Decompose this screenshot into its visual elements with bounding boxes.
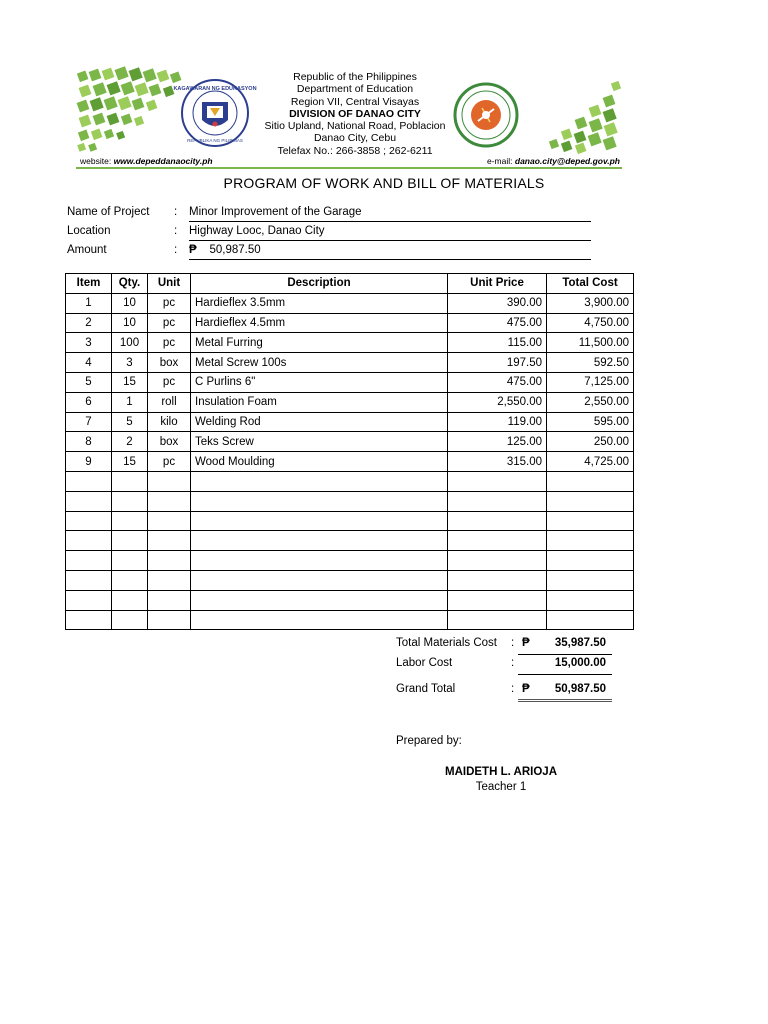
double-underline [518,699,612,702]
cell-qty [112,610,148,630]
cell-item [66,471,112,491]
deped-seal-icon [173,78,257,148]
cell-description: Metal Screw 100s [191,353,448,373]
colon: : [511,683,515,695]
cell-unit [148,590,191,610]
cell-qty [112,551,148,571]
cell-qty: 1 [112,392,148,412]
region-line: Region VII, Central Visayas [290,95,420,108]
cell-qty: 15 [112,452,148,472]
cell-unit-price [448,531,547,551]
cell-description [191,610,448,630]
cell-qty: 100 [112,333,148,353]
cell-unit-price: 115.00 [448,333,547,353]
cell-unit-price [448,590,547,610]
cell-unit-price [448,471,547,491]
cell-total-cost [547,551,634,571]
cell-unit: pc [148,452,191,472]
cell-item: 2 [66,313,112,333]
cell-item [66,491,112,511]
cell-description: Metal Furring [191,333,448,353]
table-row [66,452,634,472]
cell-item: 6 [66,392,112,412]
grand-total-value: 50,987.50 [554,683,606,695]
cell-qty: 3 [112,353,148,373]
cell-item [66,610,112,630]
cell-total-cost: 595.00 [547,412,634,432]
cell-total-cost: 7,125.00 [547,372,634,392]
cell-qty: 5 [112,412,148,432]
cell-unit-price: 197.50 [448,353,547,373]
empty-table-row [66,471,634,491]
cell-item: 3 [66,333,112,353]
cell-total-cost [547,491,634,511]
cell-item [66,570,112,590]
grand-total-label: Grand Total [396,683,456,695]
cell-description [191,511,448,531]
cell-description [191,491,448,511]
cell-unit: pc [148,372,191,392]
cell-total-cost [547,590,634,610]
signer-role: Teacher 1 [475,781,527,793]
letterhead [76,68,622,170]
labor-cost-label: Labor Cost [396,657,453,669]
header-item: Item [66,274,112,294]
cell-description [191,570,448,590]
cell-unit [148,570,191,590]
cell-total-cost [547,531,634,551]
cell-item: 7 [66,412,112,432]
website-link[interactable]: www.depeddanaocity.ph [113,156,213,166]
republic-line: Republic of the Philippines [293,71,417,83]
cell-description: Wood Moulding [191,452,448,472]
underline [518,674,612,675]
cell-item: 5 [66,372,112,392]
letterhead-text [250,71,460,157]
cell-unit: box [148,432,191,452]
cell-item: 4 [66,353,112,373]
header-qty: Qty. [112,274,148,294]
empty-table-row [66,590,634,610]
website-label: website: [80,156,112,166]
cell-unit-price: 125.00 [448,432,547,452]
table-row [66,372,634,392]
signer-name: MAIDETH L. ARIOJA [444,766,558,778]
cell-item [66,551,112,571]
table-body [66,293,634,630]
project-name-value: Minor Improvement of the Garage [189,206,362,218]
cell-unit-price: 475.00 [448,372,547,392]
cell-unit-price: 119.00 [448,412,547,432]
cell-unit: pc [148,313,191,333]
cell-item [66,531,112,551]
cell-description: Hardieflex 4.5mm [191,313,448,333]
svg-text:REPUBLIKA NG PILIPINAS: REPUBLIKA NG PILIPINAS [187,138,243,143]
materials-cost-value: 35,987.50 [554,637,606,649]
cell-unit-price [448,570,547,590]
cell-unit [148,511,191,531]
email-label: e-mail: [487,156,513,166]
cell-unit-price [448,551,547,571]
empty-table-row [66,610,634,630]
empty-table-row [66,491,634,511]
header-unit-price: Unit Price [448,274,547,294]
cell-qty [112,471,148,491]
cell-description [191,551,448,571]
empty-table-row [66,551,634,571]
address-line-2: Danao City, Cebu [313,132,397,145]
amount-value [189,244,591,256]
cell-unit: box [148,353,191,373]
colon: : [174,206,178,218]
amount-number: 50,987.50 [209,244,261,256]
cell-total-cost [547,610,634,630]
cell-unit-price: 2,550.00 [448,392,547,412]
prepared-by-label: Prepared by: [396,735,462,747]
cell-unit-price: 390.00 [448,293,547,313]
cell-total-cost: 250.00 [547,432,634,452]
table-header-row [66,274,634,294]
cell-qty [112,531,148,551]
cell-description [191,531,448,551]
colon: : [511,657,515,669]
cell-unit: kilo [148,412,191,432]
cell-unit: pc [148,293,191,313]
cell-total-cost [547,511,634,531]
table-row [66,432,634,452]
cell-unit [148,531,191,551]
labor-cost-value: 15,000.00 [554,657,606,669]
cell-unit [148,471,191,491]
project-name-row [67,203,591,222]
table-row [66,333,634,353]
table-row [66,293,634,313]
cell-total-cost [547,471,634,491]
department-line: Department of Education [296,83,414,96]
underline [518,654,612,655]
project-name-label: Name of Project [67,206,150,218]
cell-unit-price [448,610,547,630]
peso-sign: ₱ [522,683,530,695]
cell-total-cost: 11,500.00 [547,333,634,353]
cell-description [191,471,448,491]
cell-qty [112,590,148,610]
cell-unit-price [448,511,547,531]
colon: : [511,637,515,649]
bill-of-materials-table [65,273,634,630]
document-title: PROGRAM OF WORK AND BILL OF MATERIALS [223,175,545,191]
cell-unit [148,610,191,630]
cell-unit [148,491,191,511]
amount-row [67,241,591,260]
address-line-1: Sitio Upland, National Road, Poblacion [264,120,446,133]
cell-item: 9 [66,452,112,472]
cell-total-cost: 4,725.00 [547,452,634,472]
peso-sign: ₱ [189,244,197,256]
cell-qty: 15 [112,372,148,392]
email [487,156,620,166]
header-total-cost: Total Cost [547,274,634,294]
table-row [66,313,634,333]
cell-qty: 2 [112,432,148,452]
cell-unit-price [448,491,547,511]
empty-table-row [66,511,634,531]
cell-item [66,590,112,610]
colon: : [174,244,178,256]
empty-table-row [66,570,634,590]
header-description: Description [191,274,448,294]
svg-text:KAGAWARAN NG EDUKASYON: KAGAWARAN NG EDUKASYON [173,86,257,92]
cell-description: Welding Rod [191,412,448,432]
cell-description: C Purlins 6" [191,372,448,392]
location-value: Highway Looc, Danao City [189,225,325,237]
cell-item: 1 [66,293,112,313]
cell-total-cost: 592.50 [547,353,634,373]
header-unit: Unit [148,274,191,294]
cell-item [66,511,112,531]
division-line: DIVISION OF DANAO CITY [289,107,421,120]
cell-qty [112,570,148,590]
email-link[interactable]: danao.city@deped.gov.ph [514,156,620,166]
right-green-mosaic-graphic [522,68,622,154]
cell-qty [112,511,148,531]
cell-unit [148,551,191,571]
colon: : [174,225,178,237]
empty-table-row [66,531,634,551]
cell-unit: pc [148,333,191,353]
division-seal-icon [453,82,519,148]
cell-total-cost: 3,900.00 [547,293,634,313]
cell-unit-price: 315.00 [448,452,547,472]
cell-description [191,590,448,610]
cell-total-cost: 4,750.00 [547,313,634,333]
cell-unit-price: 475.00 [448,313,547,333]
cell-qty [112,491,148,511]
materials-cost-label: Total Materials Cost [396,637,497,649]
cell-description: Teks Screw [191,432,448,452]
left-green-mosaic-graphic [76,68,186,154]
table-row [66,392,634,412]
underline [189,259,591,260]
table-row [66,412,634,432]
website [80,156,213,166]
amount-label: Amount [67,244,107,256]
cell-item: 8 [66,432,112,452]
peso-sign: ₱ [522,637,530,649]
cell-qty: 10 [112,313,148,333]
location-row [67,222,591,241]
telefax-line: Telefax No.: 266-3858 ; 262-6211 [277,144,433,157]
cell-description: Insulation Foam [191,392,448,412]
cell-qty: 10 [112,293,148,313]
contact-bar [76,154,622,169]
cell-description: Hardieflex 3.5mm [191,293,448,313]
cell-total-cost [547,570,634,590]
cell-unit: roll [148,392,191,412]
location-label: Location [67,225,111,237]
cell-total-cost: 2,550.00 [547,392,634,412]
table-row [66,353,634,373]
